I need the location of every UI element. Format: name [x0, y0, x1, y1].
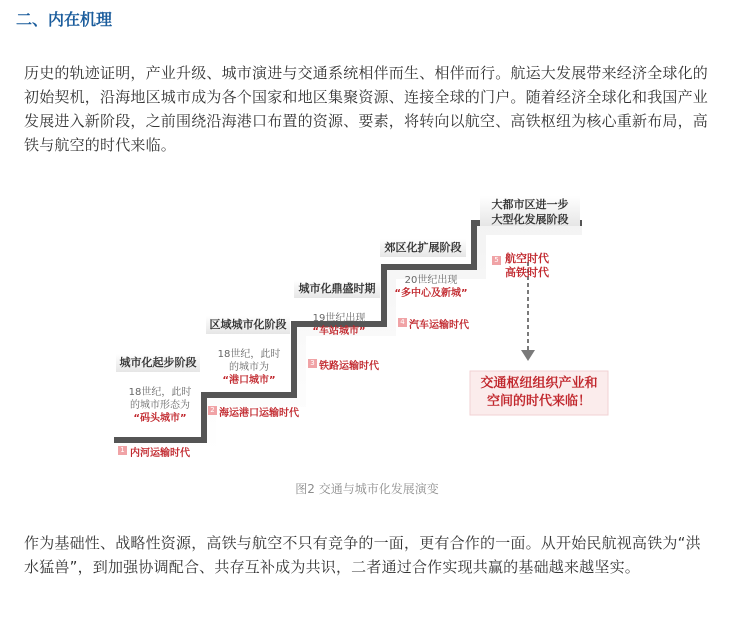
- stage-label-3: 城市化鼎盛时期: [294, 280, 380, 298]
- figure-caption: 图2 交通与城市化发展演变: [295, 482, 439, 496]
- mode-label-3: 铁路运输时代: [319, 361, 379, 372]
- era-text-4: 20世纪出现 “多中心及新城”: [394, 275, 468, 299]
- badge-3: 3: [308, 359, 317, 368]
- badge-2: 2: [208, 406, 217, 415]
- badge-1: 1: [118, 446, 127, 455]
- era-text-1: 18世纪，此时 的城市形态为 “码头城市”: [128, 387, 192, 424]
- mode-label-1: 内河运输时代: [130, 448, 190, 459]
- intro-paragraph: 历史的轨迹证明，产业升级、城市演进与交通系统相伴而生、相伴而行。航运大发展带来经济全球化的初始契机，沿海地区城市成为各个国家和地区集聚资源、连接全球的门户。随着经济全球化和我国产业发展进入新阶段，之前围绕沿海港口布置的资源、要素，将转向以航空、高铁枢纽为核心重新布局，高铁与航空的时代来临。: [24, 64, 709, 154]
- mode-label-4: 汽车运输时代: [409, 320, 469, 331]
- callout-text: 交通枢纽组织产业和 空间的时代来临！: [480, 376, 598, 409]
- stage-label-4: 郊区化扩展阶段: [380, 239, 466, 257]
- stage-label-5: 大都市区进一步 大型化发展阶段: [480, 196, 580, 226]
- mode-label-2: 海运港口运输时代: [219, 408, 299, 419]
- badge-4: 4: [398, 318, 407, 327]
- badge-5: 5: [492, 256, 501, 265]
- urbanization-transport-diagram: [110, 190, 610, 462]
- stage-label-1: 城市化起步阶段: [116, 354, 200, 372]
- stage-label-2: 区域城市化阶段: [206, 316, 290, 334]
- outro-paragraph: 作为基础性、战略性资源，高铁与航空不只有竞争的一面，更有合作的一面。从开始民航视高铁为“洪水猛兽”，到加强协调配合、共存互补成为共识，二者通过合作实现共赢的基础越来越坚实。: [24, 534, 701, 576]
- era-text-2: 18世纪，此时 的城市为 “港口城市”: [217, 349, 281, 386]
- era-text-3: 19世纪出现 “车站城市”: [312, 313, 366, 337]
- dashed-arrow-head: [521, 350, 535, 361]
- mode-label-5: 航空时代 高铁时代: [505, 252, 549, 279]
- section-title: 二、内在机理: [16, 10, 113, 29]
